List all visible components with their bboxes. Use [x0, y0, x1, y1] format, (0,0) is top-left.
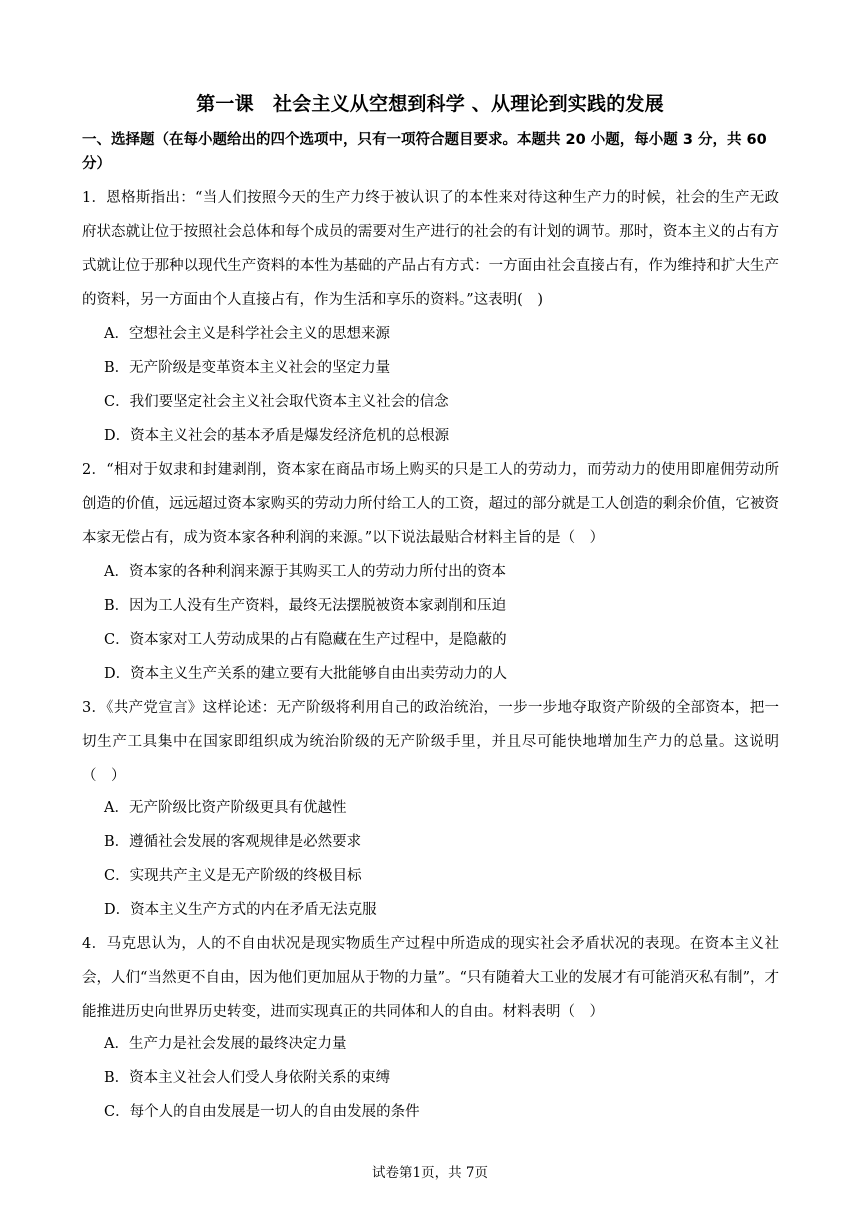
question-2-option-b: B．因为工人没有生产资料，最终无法摆脱被资本家剥削和压迫 — [104, 598, 507, 614]
question-3-option-a: A．无产阶级比资产阶级更具有优越性 — [104, 800, 347, 816]
question-3-option-b: B．遵循社会发展的客观规律是必然要求 — [104, 834, 362, 850]
question-1-stem: 1．恩格斯指出：“当人们按照今天的生产力终于被认识了的本性来对待这种生产力的时候，社会的生产无政府状态就让位于按照社会总体和每个成员的需要对生产进行的社会的有计划的调节。那时，资本主义的占有方式就让位于那种以现代生产资料的本性为基础的产品占有方式：一方面由社会直接占有，作为维持和扩大生产的资料，另一方面由个人直接占有，作为生活和享乐的资料。”这表明( ) — [82, 190, 779, 308]
question-4-stem: 4．马克思认为，人的不自由状况是现实物质生产过程中所造成的现实社会矛盾状况的表现。在资本主义社会，人们“当然更不自由，因为他们更加屈从于物的力量”。“只有随着大工业的发展才有可能消灭私有制”，才能推进历史向世界历史转变，进而实现真正的共同体和人的自由。材料表明（ ） — [82, 936, 779, 1020]
question-2-option-c: C．资本家对工人劳动成果的占有隐藏在生产过程中，是隐蔽的 — [104, 632, 507, 648]
question-1-option-d: D．资本主义社会的基本矛盾是爆发经济危机的总根源 — [104, 428, 450, 444]
page-footer: 试卷第1页，共 7页 — [372, 1165, 488, 1181]
question-1-option-b: B．无产阶级是变革资本主义社会的坚定力量 — [104, 360, 391, 376]
section-heading: 一、选择题（在每小题给出的四个选项中，只有一项符合题目要求。本题共 20 小题，每小题 3 分，共 60 分） — [82, 132, 767, 172]
page-title: 第一课 社会主义从空想到科学 、从理论到实践的发展 — [196, 93, 664, 115]
question-1-option-c: C．我们要坚定社会主义社会取代资本主义社会的信念 — [104, 394, 449, 410]
question-3-option-c: C．实现共产主义是无产阶级的终极目标 — [104, 868, 362, 884]
question-3-stem: 3．《共产党宣言》这样论述：无产阶级将利用自己的政治统治，一步一步地夺取资产阶级的全部资本，把一切生产工具集中在国家即组织成为统治阶级的无产阶级手里，并且尽可能快地增加生产力的总量。这说明（ ） — [82, 700, 779, 784]
question-1-option-a: A．空想社会主义是科学社会主义的思想来源 — [104, 326, 390, 342]
question-2-stem: 2．“相对于奴隶和封建剥削，资本家在商品市场上购买的只是工人的劳动力，而劳动力的使用即雇佣劳动所创造的价值，远远超过资本家购买的劳动力所付给工人的工资，超过的部分就是工人创造的剩余价值，它被资本家无偿占有，成为资本家各种利润的来源。”以下说法最贴合材料主旨的是（ ） — [82, 462, 779, 546]
question-4-option-b: B．资本主义社会人们受人身依附关系的束缚 — [104, 1070, 391, 1086]
question-4-option-a: A．生产力是社会发展的最终决定力量 — [104, 1036, 347, 1052]
question-2-option-a: A．资本家的各种利润来源于其购买工人的劳动力所付出的资本 — [104, 564, 506, 580]
question-4-option-c: C．每个人的自由发展是一切人的自由发展的条件 — [104, 1104, 420, 1120]
question-3-option-d: D．资本主义生产方式的内在矛盾无法克服 — [104, 902, 377, 918]
question-2-option-d: D．资本主义生产关系的建立要有大批能够自由出卖劳动力的人 — [104, 666, 508, 682]
